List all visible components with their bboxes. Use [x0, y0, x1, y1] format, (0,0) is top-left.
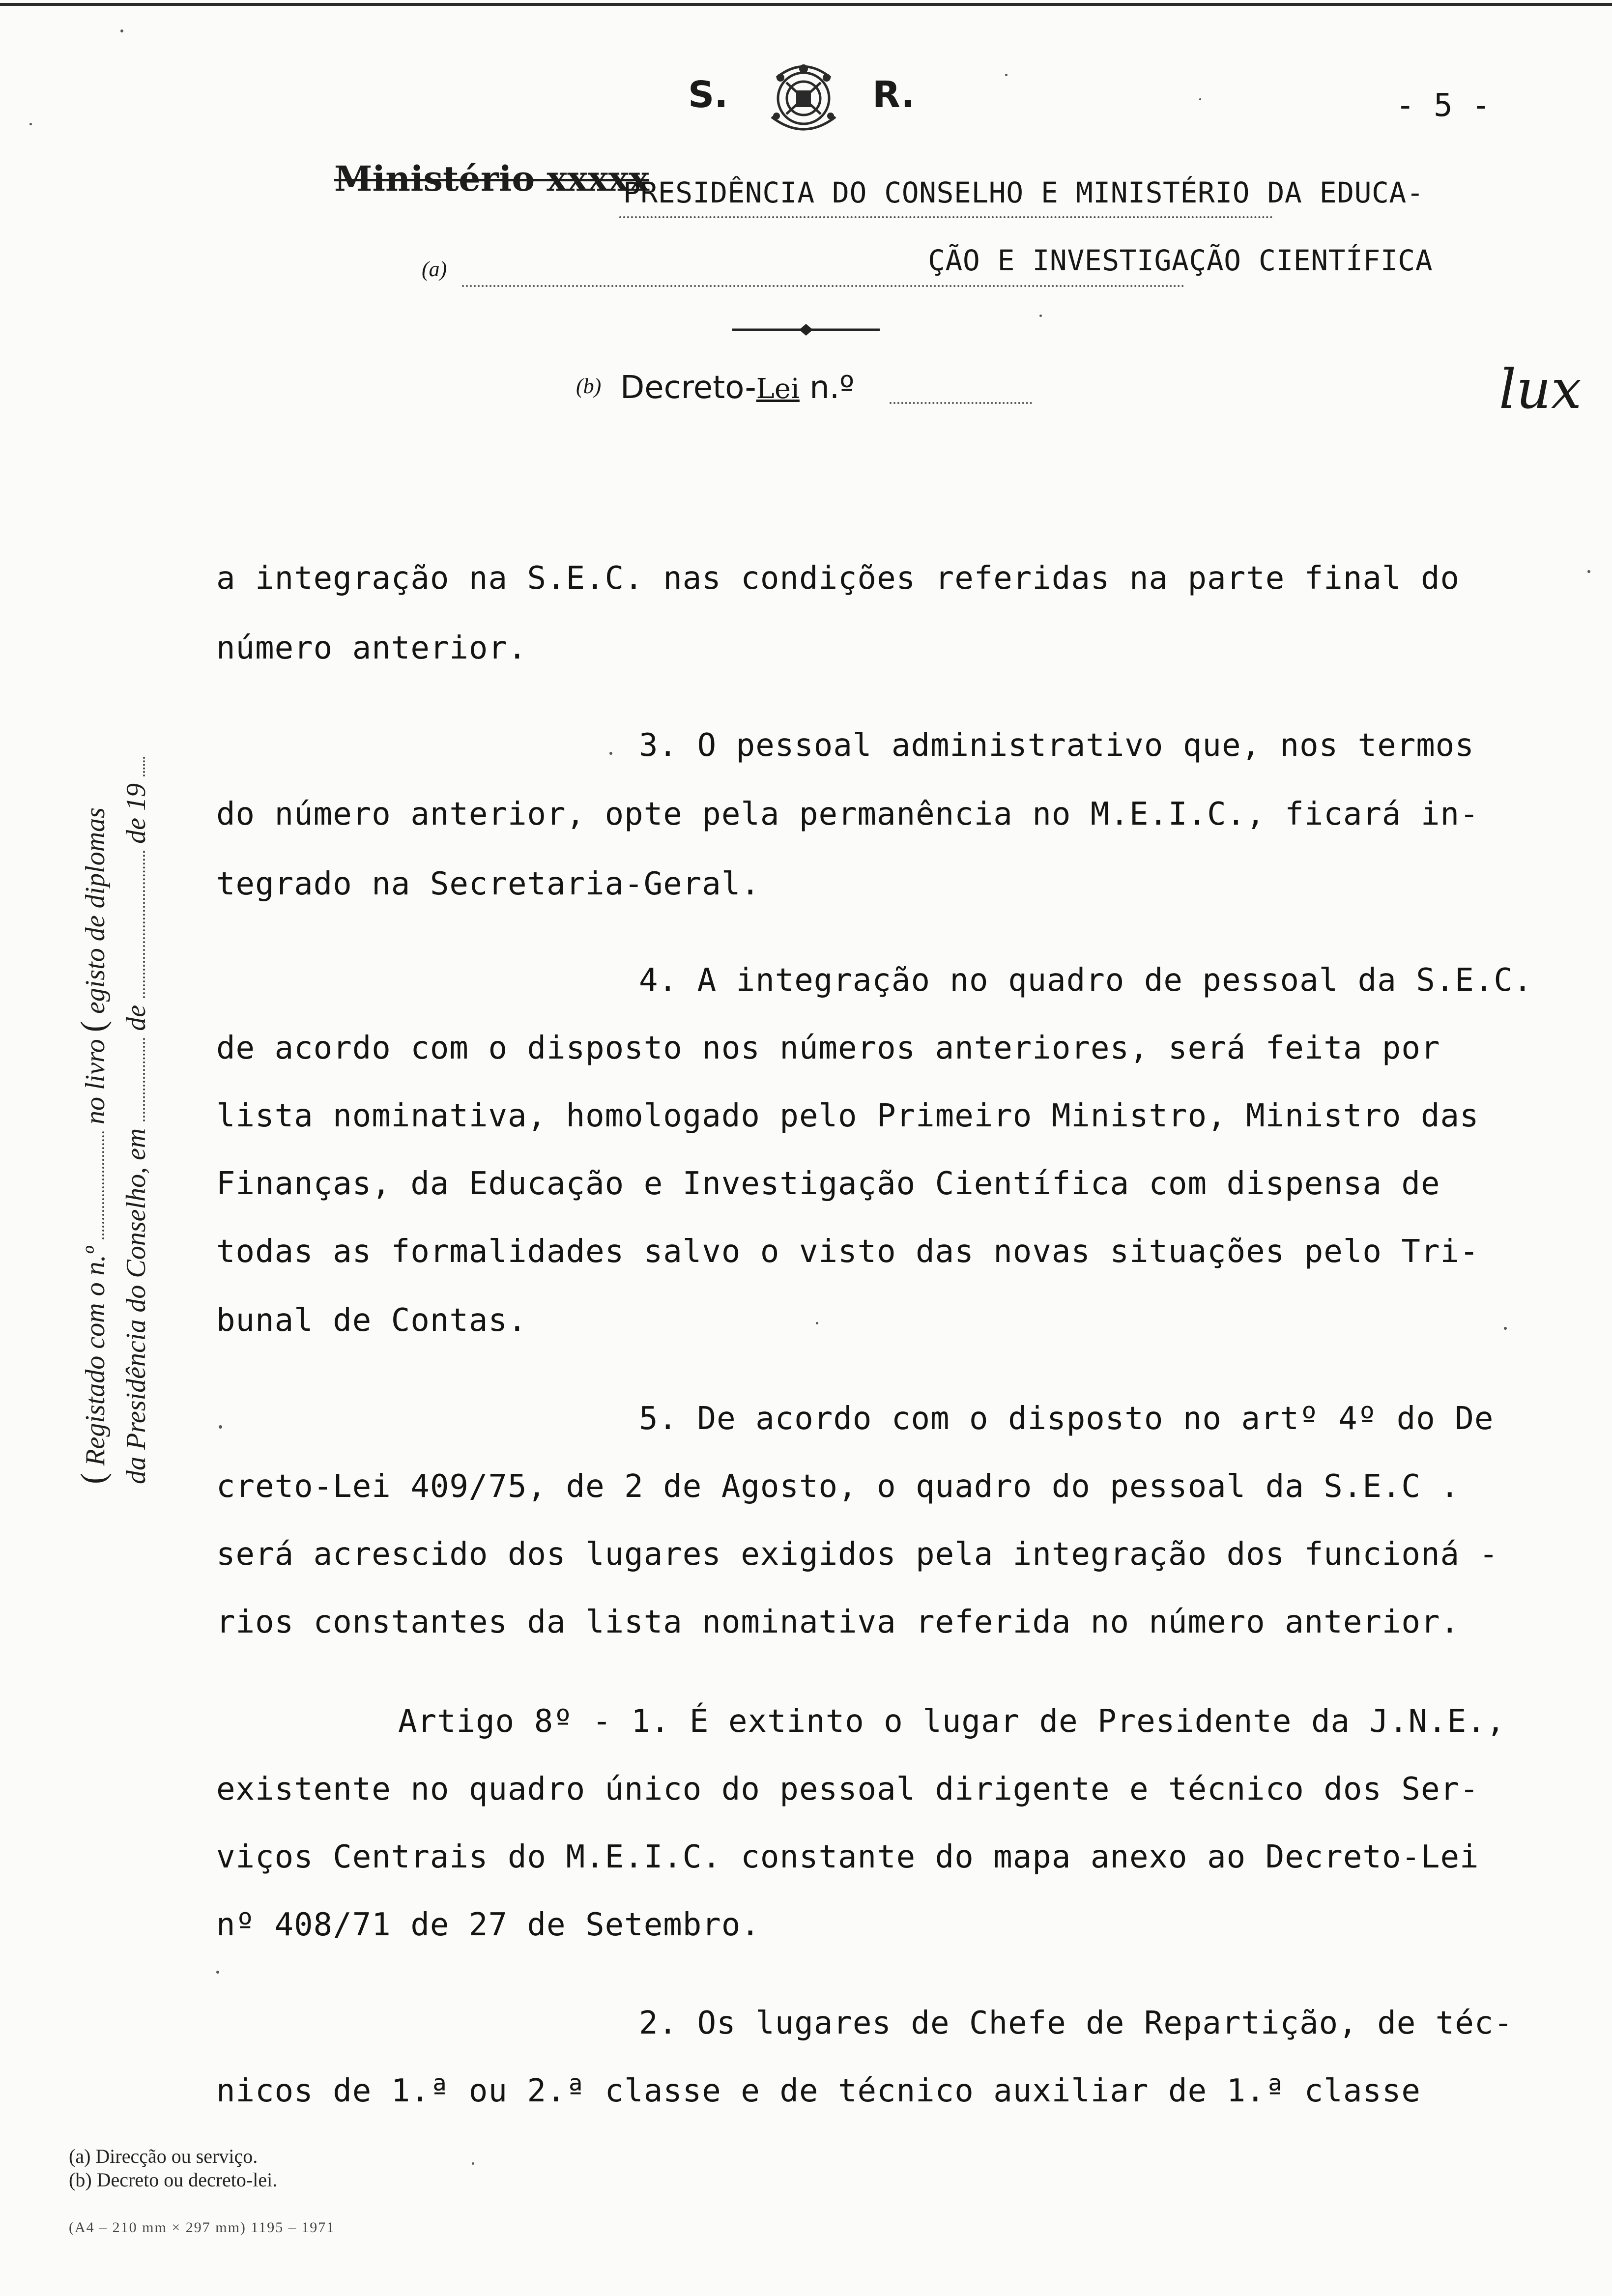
body-line-1: a integração na S.E.C. nas condições referidas na parte final do [216, 560, 1460, 597]
top-border-line [0, 3, 1612, 6]
body-line-3: 3. O pessoal administrativo que, nos termos [639, 727, 1474, 764]
margin-register-text-c: egisto de diplomas [80, 807, 111, 1014]
margin-register-line-2 [120, 757, 152, 1484]
body-line-11: bunal de Contas. [216, 1302, 527, 1339]
decree-label-handwritten: Lei [756, 373, 800, 405]
body-line-9: Finanças, da Educação e Investigação Científica com dispensa de [216, 1166, 1440, 1202]
decree-label-suffix: n.º [799, 370, 855, 406]
ministry-line-1: PRESIDÊNCIA DO CONSELHO E MINISTÉRIO DA EDUCA- [623, 176, 1424, 209]
margin-dotted-field-1 [102, 1131, 104, 1239]
ministry-line-2: ÇÃO E INVESTIGAÇÃO CIENTÍFICA [928, 244, 1433, 277]
footnote-b: (b) Decreto ou decreto-lei. [69, 2169, 278, 2191]
decree-label [620, 370, 854, 406]
ministry-marker: (a) [422, 257, 447, 281]
margin-dotted-field-4 [143, 757, 145, 776]
page-number: - 5 - [1396, 87, 1491, 124]
decree-marker: (b) [576, 374, 602, 398]
margin-register-text-e: de [121, 1004, 151, 1031]
header-right-letter: R. [872, 74, 915, 116]
margin-register-text-d: da Presidência do Conselho, em [121, 1128, 151, 1484]
ministry-dotted-line-2 [462, 285, 1184, 287]
body-line-21: nicos de 1.ª ou 2.ª classe e de técnico auxiliar de 1.ª classe [216, 2073, 1421, 2109]
margin-dotted-field-3 [143, 851, 145, 998]
body-line-12: 5. De acordo com o disposto no artº 4º do De [639, 1401, 1494, 1437]
body-line-15: rios constantes da lista nominativa referida no número anterior. [216, 1604, 1460, 1640]
body-line-13: creto-Lei 409/75, de 2 de Agosto, o quadro do pessoal da S.E.C . [216, 1468, 1460, 1505]
body-line-2: número anterior. [216, 630, 527, 666]
margin-register-text-b: no livro [80, 1039, 111, 1125]
body-line-4: do número anterior, opte pela permanência no M.E.I.C., ficará in- [216, 796, 1479, 832]
decree-label-prefix: Decreto- [620, 370, 756, 406]
republic-coat-of-arms-icon [757, 58, 850, 137]
decree-number-dotted-line [890, 402, 1032, 404]
margin-register-line-1 [74, 807, 113, 1484]
margin-register-text-a: Registado com o n.º [80, 1246, 111, 1466]
body-line-7: de acordo com o disposto nos números anteriores, será feita por [216, 1030, 1440, 1066]
body-line-10: todas as formalidades salvo o visto das novas situações pelo Tri- [216, 1234, 1479, 1270]
body-line-16: Artigo 8º - 1. É extinto o lugar de Presidente da J.N.E., [398, 1703, 1506, 1740]
print-code: (A4 – 210 mm × 297 mm) 1195 – 1971 [69, 2219, 335, 2236]
struck-ministry-text: Ministério xxxxx [334, 158, 650, 199]
header-divider-ornament [732, 322, 880, 337]
body-line-19: nº 408/71 de 27 de Setembro. [216, 1907, 760, 1943]
body-line-8: lista nominativa, homologado pelo Primeiro Ministro, Ministro das [216, 1098, 1479, 1134]
body-line-17: existente no quadro único do pessoal dirigente e técnico dos Ser- [216, 1771, 1479, 1808]
margin-bracket-mid: ( [74, 1021, 112, 1033]
margin-bracket-open: ( [74, 1472, 112, 1484]
body-line-5: tegrado na Secretaria-Geral. [216, 866, 760, 902]
margin-register-text-f: de 19 [121, 783, 151, 844]
ministry-dotted-line-1 [619, 216, 1273, 218]
footnote-a: (a) Direcção ou serviço. [69, 2145, 258, 2167]
header-left-letter: S. [688, 74, 728, 116]
body-line-6: 4. A integração no quadro de pessoal da S.E.C. [639, 962, 1533, 999]
initials-text: lux [1499, 359, 1582, 421]
margin-dotted-field-2 [143, 1038, 145, 1121]
body-line-14: será acrescido dos lugares exigidos pela integração dos funcioná - [216, 1536, 1499, 1573]
body-line-20: 2. Os lugares de Chefe de Repartição, de téc- [639, 2005, 1513, 2041]
body-line-18: viços Centrais do M.E.I.C. constante do mapa anexo ao Decreto-Lei [216, 1839, 1479, 1875]
handwritten-initials [1499, 359, 1597, 423]
